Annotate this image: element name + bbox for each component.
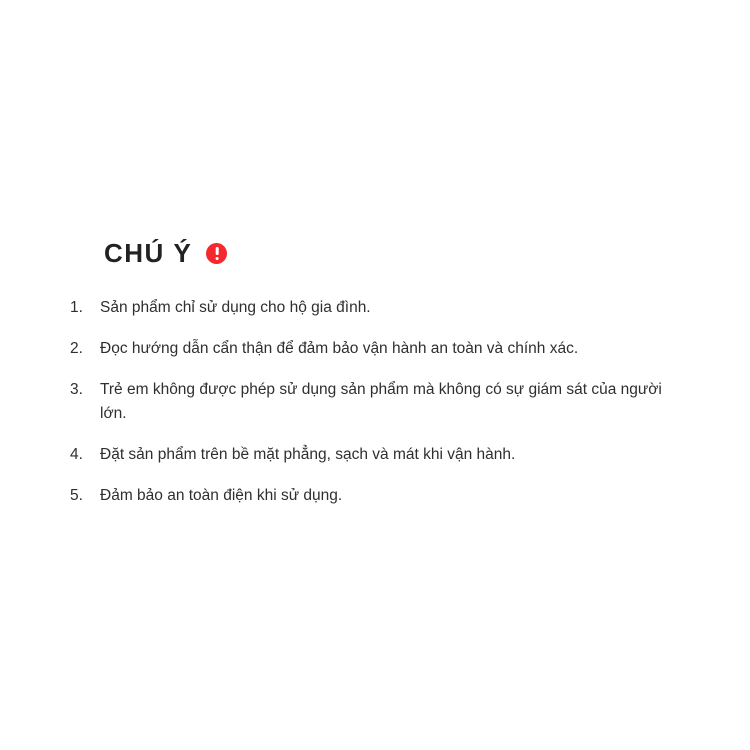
list-item-text: Đặt sản phẩm trên bề mặt phẳng, sạch và mát khi vận hành. bbox=[100, 446, 516, 464]
list-item-number: 3. bbox=[70, 381, 83, 399]
list-item-text: Đảm bảo an toàn điện khi sử dụng. bbox=[100, 487, 343, 505]
list-item-number: 2. bbox=[70, 340, 83, 358]
page-title: CHÚ Ý bbox=[104, 238, 193, 268]
list-item bbox=[70, 296, 690, 320]
list-item-number: 5. bbox=[70, 487, 83, 505]
list-item-number: 1. bbox=[70, 299, 83, 316]
list-item bbox=[70, 378, 690, 426]
notice-block bbox=[70, 240, 690, 508]
list-item-text: Sản phẩm chỉ sử dụng cho hộ gia đình. bbox=[100, 299, 371, 316]
notice-heading bbox=[104, 240, 690, 266]
list-item-text: Trẻ em không được phép sử dụng sản phẩm mà không có sự giám sát của người lớn. bbox=[100, 381, 662, 423]
list-item bbox=[70, 484, 690, 508]
list-item-number: 4. bbox=[70, 446, 83, 464]
notice-list bbox=[70, 296, 690, 508]
list-item bbox=[70, 337, 690, 361]
list-item bbox=[70, 443, 690, 467]
exclamation-circle-icon bbox=[206, 243, 227, 264]
list-item-text: Đọc hướng dẫn cẩn thận để đảm bảo vận hành an toàn và chính xác. bbox=[100, 340, 579, 358]
